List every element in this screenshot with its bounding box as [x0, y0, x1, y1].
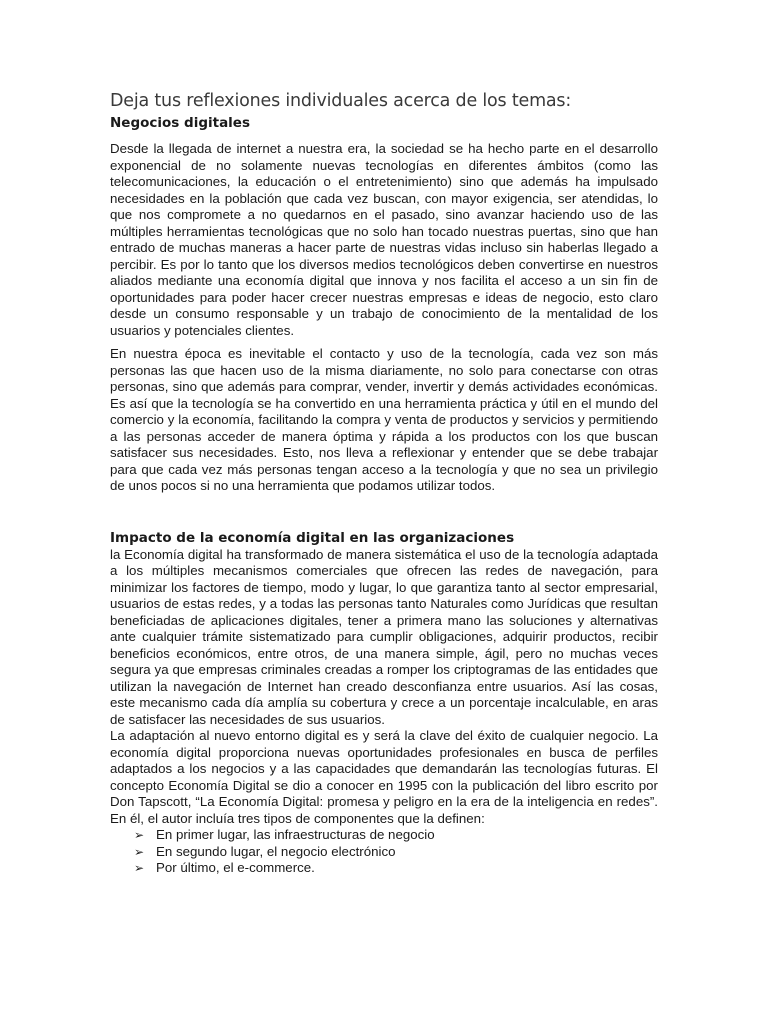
paragraph: En nuestra época es inevitable el contacto y uso de la tecnología, cada vez son más personas las que hacen uso de la misma diariamente, no solo para conectarse con otras personas, sino que además para comprar, vender, invertir y demás actividades económicas. Es así que la tecnología se ha convertido en una herramienta práctica y útil en el mundo del comercio y la economía, facilitando la compra y venta de productos y servicios y permitiendo a las personas acceder de manera óptima y rápida a los productos con los que buscan satisfacer sus necesidades. Esto, nos lleva a reflexionar y entender que se debe trabajar para que cada vez más personas tengan acceso a la tecnología y que no sea un privilegio de unos pocos si no una herramienta que podamos utilizar todos. — [110, 346, 658, 493]
list-item-text: En primer lugar, las infraestructuras de negocio — [156, 827, 435, 842]
spacer — [110, 502, 658, 530]
arrow-bullet-icon: ➢ — [134, 828, 145, 842]
arrow-bullet-icon: ➢ — [134, 844, 145, 859]
section-title-negocios-digitales: Negocios digitales — [110, 115, 250, 131]
page-heading: Deja tus reflexiones individuales acerca de los temas: — [110, 91, 572, 111]
bullet-list — [110, 827, 658, 877]
list-item — [134, 844, 658, 861]
list-item-text: En segundo lugar, el negocio electrónico — [156, 843, 396, 859]
list-item — [134, 860, 658, 877]
paragraph: Desde la llegada de internet a nuestra era, la sociedad se ha hecho parte en el desarrollo exponencial de no solamente nuevas tecnologías en diferentes ámbitos (como las telecomunicaciones, la educación o el entretenimiento) sino que además ha impulsado necesidades en la población que cada vez buscan, con mayor exigencia, ser atendidas, lo que nos compromete a no quedarnos en el pasado, sino avanzar haciendo uso de las múltiples herramientas tecnológicas que no solo han tocado nuestras puertas, sino que han entrado de muchas maneras a hacer parte de nuestras vidas incluso sin haberlas llegado a percibir. Es por lo tanto que los diversos medios tecnológicos deben convertirse en nuestros aliados mediante una economía digital que innova y nos facilita el acceso a un sin fin de oportunidades para poder hacer crecer nuestras empresas e ideas de negocio, esto claro desde un consumo responsable y un trabajo de conocimiento de la mentalidad de los usuarios y potenciales clientes. — [110, 141, 658, 338]
list-item — [134, 827, 658, 844]
paragraph: La adaptación al nuevo entorno digital es y será la clave del éxito de cualquier negocio. La economía digital proporciona nuevas oportunidades profesionales en busca de perfiles adaptados a los negocios y a las capacidades que demandarán las tecnologías futuras. El concepto Economía Digital se dio a conocer en 1995 con la publicación del libro escrito por Don Tapscott, “La Economía Digital: promesa y peligro en la era de la inteligencia en redes”. En él, el autor incluía tres tipos de componentes que la definen: — [110, 728, 658, 826]
paragraph: la Economía digital ha transformado de manera sistemática el uso de la tecnología adaptada a los múltiples mecanismos comerciales que ofrecen las redes de navegación, para minimizar los factores de tiempo, modo y lugar, lo que garantiza tanto al sector empresarial, usuarios de estas redes, y a todas las personas tanto Naturales como Jurídicas que resultan beneficiadas de aplicaciones digitales, tener a primera mano las soluciones y alternativas ante cualquier trámite sistematizado para cumplir obligaciones, adquirir productos, recibir beneficios económicos, entre otros, de una manera simple, ágil, pero no muchas veces segura ya que empresas criminales creadas a romper los criptogramas de las entidades que utilizan la navegación de Internet han creado desconfianza entre usuarios. Así las cosas, este mecanismo cada día amplía su cobertura y crece a un porcentaje incalculable, en aras de satisfacer las necesidades de sus usuarios. — [110, 546, 658, 727]
list-item-text: Por último, el e-commerce. — [156, 860, 315, 875]
arrow-bullet-icon: ➢ — [134, 861, 145, 875]
section-title-impacto: Impacto de la economía digital en las organizaciones — [110, 529, 515, 546]
